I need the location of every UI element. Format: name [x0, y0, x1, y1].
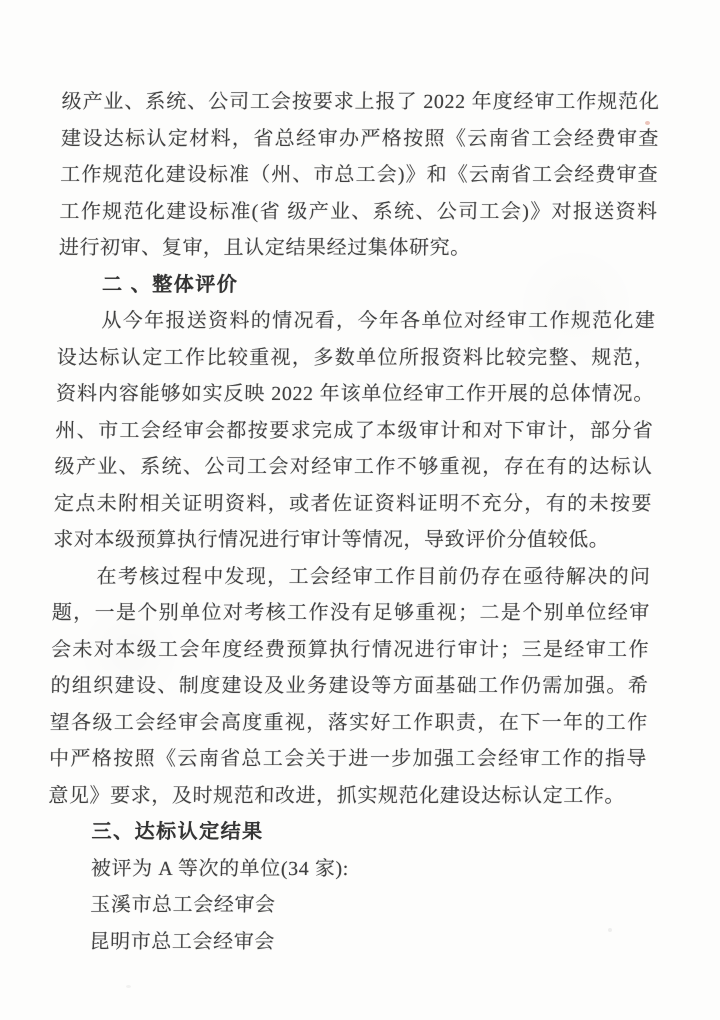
text-line: 从今年报送资料的情况看，今年各单位对经审工作规范化建 [101, 310, 656, 332]
text-line: 州、市工会经审会都按要求完成了本级审计和对下审计，部分省 [55, 419, 654, 442]
section-heading-2: 二 、整体评价 [101, 273, 239, 296]
scan-speck-gray [517, 213, 521, 216]
text-line: 的组织建设、制度建设及业务建设等方面基础工作仍需加强。希 [50, 675, 649, 697]
document-text-block [45, 84, 660, 960]
scan-speck-gray [126, 985, 131, 988]
section-heading-3: 三、达标认定结果 [91, 821, 264, 843]
text-line: 资料内容能够如实反映 2022 年该单位经审工作开展的总体情况。 [55, 383, 655, 405]
text-line: 进行初审、复审，且认定结果经过集体研究。 [58, 237, 472, 259]
text-line: 望各级工会经审会高度重视，落实好工作职责，在下一年的工作 [49, 711, 648, 734]
text-line: 级产业、系统、公司工会按要求上报了 2022 年度经审工作规范化 [61, 91, 660, 113]
text-line: 设达标认定工作比较重视，多数单位所报资料比较完整、规范， [56, 346, 655, 369]
text-line: 求对本级预算执行情况进行审计等情况，导致评价分值较低。 [53, 529, 610, 551]
text-line: 级产业、系统、公司工会对经审工作不够重视，存在有的达标认 [54, 456, 653, 478]
unit-list-item: 昆明市总工会经审会 [89, 930, 276, 953]
text-line: 会未对本级工会年度经费预算执行情况进行审计；三是经审工作 [50, 638, 650, 661]
text-line: 在考核过程中发现，工会经审工作目前仍存在亟待解决的问 [96, 565, 651, 588]
unit-list-item: 玉溪市总工会经审会 [90, 894, 276, 916]
text-line: 工作规范化建设标准（州、市总工会)》和《云南省工会经费审查 [60, 164, 659, 186]
text-line: 意见》要求，及时规范和改进，抓实规范化建设达标认定工作。 [48, 784, 626, 807]
text-line: 题，一是个别单位对考核工作没有足够重视；二是个别单位经审 [51, 602, 651, 624]
text-line: 工作规范化建设标准(省 级产业、系统、公司工会)》对报送资料 [59, 200, 658, 223]
scan-speck-red [645, 121, 650, 125]
text-line: 定点未附相关证明资料，或者佐证资料证明不充分，有的未按要 [53, 492, 653, 515]
text-line: 建设达标认定材料，省总经审办严格按照《云南省工会经费审查 [60, 127, 660, 150]
text-line: 中严格按照《云南省总工会关于进一步加强工会经审工作的指导 [48, 748, 648, 770]
scan-speck-gray [608, 928, 612, 932]
grade-a-units-label: 被评为 A 等次的单位(34 家): [90, 857, 350, 880]
